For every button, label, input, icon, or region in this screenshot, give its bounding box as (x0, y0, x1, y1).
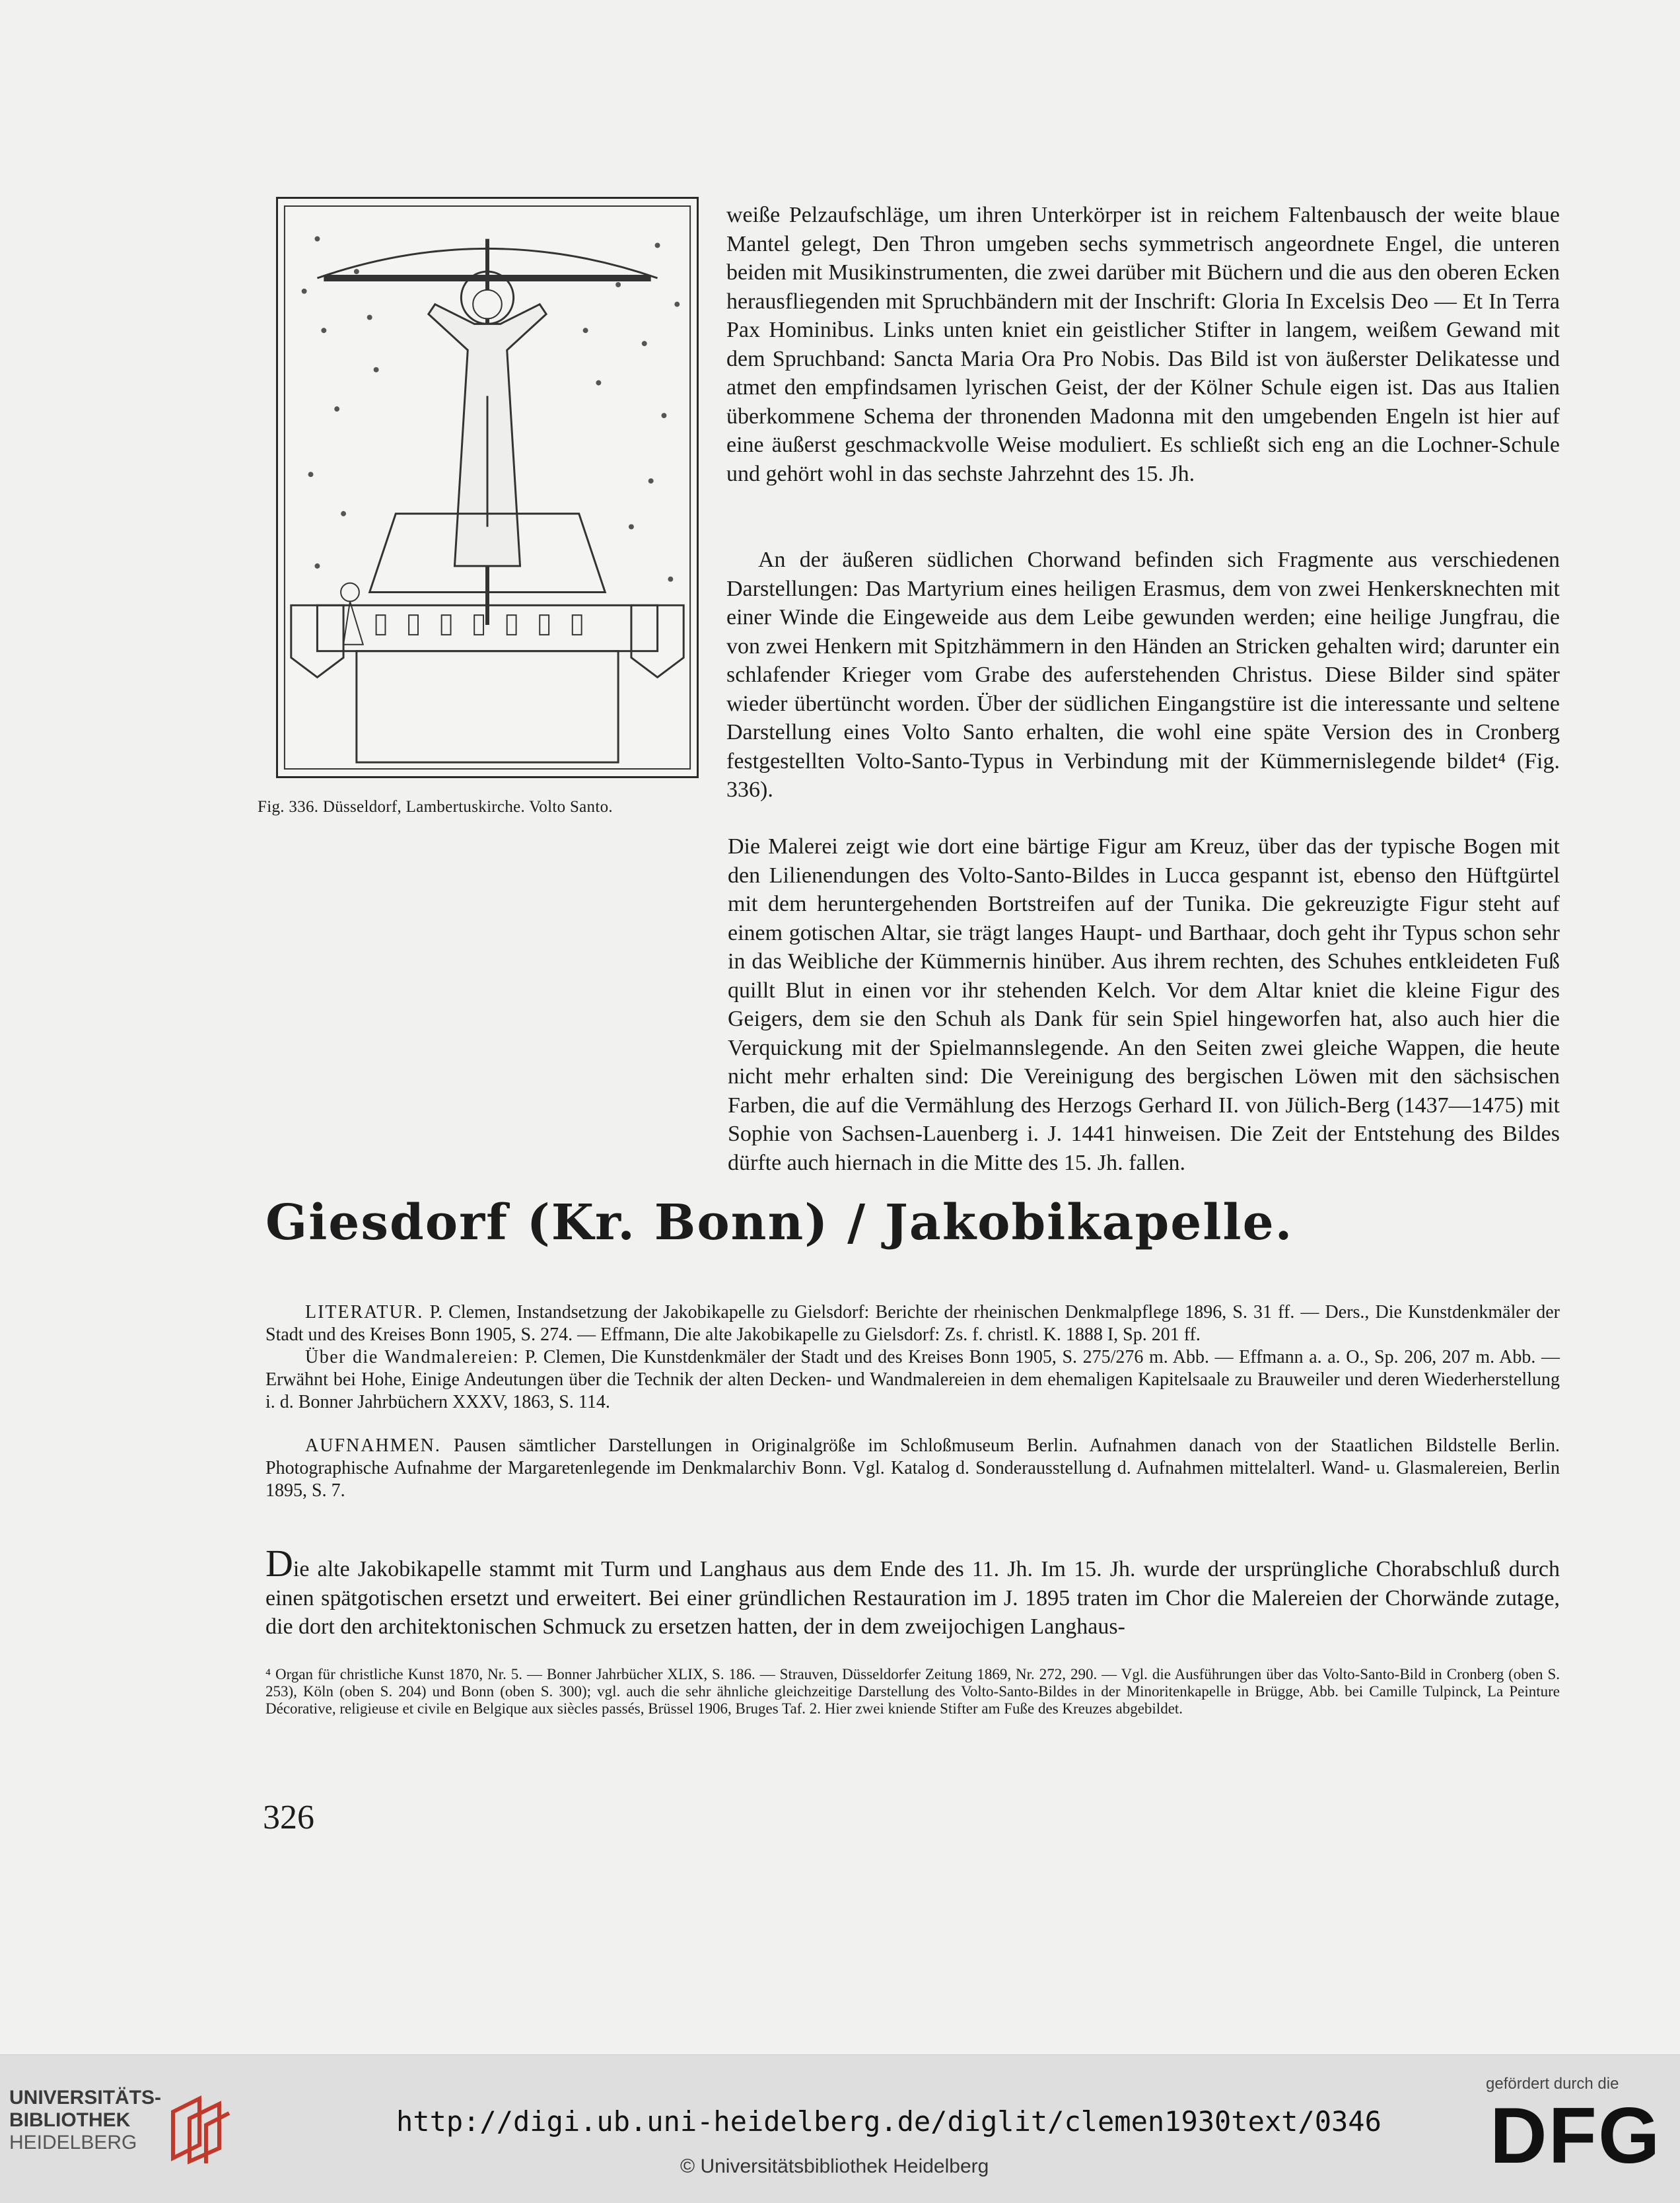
library-logo-text[interactable] (9, 2087, 161, 2154)
column-paragraph-1: weiße Pelzaufschläge, um ihren Unterkörper ist in reichem Faltenbausch der weite blaue Mantel gelegt, Den Thron umgeben sechs symmetrisch angeordnete Engel, die unteren beiden mit Musikinstrumenten, die zwei darüber mit Büchern und die aus den oberen Ecken herausfliegenden mit Spruchbändern mit der Inschrift: Gloria In Excelsis Deo — Et In Terra Pax Hominibus. Links unten kniet ein geistlicher Stifter in langem, weißem Gewand mit dem Spruchband: Sancta Maria Ora Pro Nobis. Das Bild ist von äußerster Delikatesse und atmet den empfindsamen lyrischen Geist, der der Kölner Schule eigen ist. Das aus Italien überkommene Schema der thronenden Madonna mit den umgebenden Engeln ist hier auf eine äußerst geschmackvolle Weise moduliert. Es schließt sich eng an die Lochner-Schule und gehört wohl in das sechste Jahrzehnt des 15. Jh. (726, 203, 1560, 486)
logo-line-2: BIBLIOTHEK (9, 2109, 131, 2131)
page-number: 326 (263, 1799, 314, 1836)
figure-volto-santo (276, 197, 699, 778)
wandmalereien-text: P. Clemen, Die Kunstdenkmäler der Stadt und des Kreises Bonn 1905, S. 275/276 m. Abb. — Effmann a. a. O., Sp. 206, 207 m. Abb. — Erwähnt bei Hohe, Einige Andeutungen über die Technik der alten Decken- und Wandmalereien in dem ehemaligen Kapitelsaale zu Brauweiler und deren Wiederherstellung i. d. Bonner Jahrbüchern XXXV, 1863, S. 114. (265, 1347, 1560, 1412)
figure-caption: Fig. 336. Düsseldorf, Lambertuskirche. Volto Santo. (258, 798, 613, 816)
footer-bar (0, 2054, 1680, 2203)
body-intro-text: ie alte Jakobikapelle stammt mit Turm und Langhaus aus dem Ende des 11. Jh. Im 15. Jh. wurde der ursprüngliche Chorabschluß durch einen spätgotischen ersetzt und erweitert. Bei einer gründlichen Restauration im J. 1895 traten im Chor die Malereien der Chorwände zutage, die dort den architektonischen Schmuck zu ersetzen hatten, der in dem zweijochigen Langhaus- (265, 1557, 1560, 1639)
library-logo-icon (166, 2092, 232, 2165)
volto-santo-drawing (278, 199, 697, 776)
logo-line-3: HEIDELBERG (9, 2132, 137, 2153)
section-title: Giesdorf (Kr. Bonn) / Jakobikapelle. (265, 1194, 1294, 1251)
literature-head: LITERATUR. (305, 1302, 424, 1322)
literature-text: P. Clemen, Instandsetzung der Jakobikapelle zu Gielsdorf: Berichte der rheinischen Denkmalpflege 1896, S. 31 ff. — Ders., Die Kunstdenkmäler der Stadt und des Kreises Bonn 1905, S. 274. — Effmann, Die alte Jakobikapelle zu Gielsdorf: Zs. f. christl. K. 1888 I, Sp. 201 ff. (265, 1302, 1560, 1345)
funding-note: gefördert durch die (1486, 2075, 1619, 2093)
literature-paragraph (265, 1301, 1560, 1346)
wandmalereien-paragraph (265, 1346, 1560, 1414)
permalink-url[interactable]: http://digi.ub.uni-heidelberg.de/diglit/clemen1930text/0346 (396, 2105, 1382, 2138)
aufnahmen-head: AUFNAHMEN. (305, 1435, 441, 1456)
full-width-paragraph: Die Malerei zeigt wie dort eine bärtige Figur am Kreuz, über das der typische Bogen mit den Lilienendungen des Volto-Santo-Bildes in Lucca gespannt ist, ebenso den Hüftgürtel mit dem heruntergehenden Bortstreifen auf der Tunika. Die gekreuzigte Figur steht auf einem gotischen Altar, sie trägt langes Haupt- und Barthaar, doch geht ihr Typus schon sehr in das Weibliche der Kümmernis hinüber. Aus ihrem rechten, des Schuhes entkleideten Fuß quillt Blut in einen vor ihr stehenden Kelch. Vor dem Altar kniet die kleine Figur des Geigers, dem sie den Schuh als Dank für sein Spiel hingeworfen hat, also auch hier die Verquickung mit der Spielmannslegende. An den Seiten zwei gleiche Wappen, die heute nicht mehr erhalten sind: Die Vereinigung des bergischen Löwen mit den sächsischen Farben, die auf die Vermählung des Herzogs Gerhard II. von Jülich-Berg (1437—1475) mit Sophie von Sachsen-Lauenberg i. J. 1441 hinweisen. Die Zeit der Entstehung des Bildes dürfte auch hiernach in die Mitte des 15. Jh. fallen. (728, 834, 1560, 1175)
wandmalereien-head: Über die Wandmalereien: (305, 1347, 520, 1367)
aufnahmen-paragraph (265, 1435, 1560, 1502)
footnote: ⁴ Organ für christliche Kunst 1870, Nr. 5. — Bonner Jahrbücher XLIX, S. 186. — Strauven, Düsseldorfer Zeitung 1869, Nr. 272, 290. — Vgl. die Ausführungen über das Volto-Santo-Bild in Cronberg (oben S. 253), Köln (oben S. 204) und Bonn (oben S. 300); vgl. auch die sehr ähnliche gleichzeitige Darstellung des Volto-Santo-Bildes in der Minoritenkapelle in Brügge, Abb. bei Camille Tulpinck, La Peinture Décorative, religieuse et civile en Belgique aux siècles passés, Brüssel 1906, Bruges Taf. 2. Hier zwei kniende Stifter am Fuße des Kreuzes abgebildet. (265, 1666, 1560, 1717)
copyright-notice: © Universitätsbibliothek Heidelberg (680, 2155, 989, 2177)
logo-line-1: UNIVERSITÄTS- (9, 2087, 162, 2109)
column-paragraph-2: An der äußeren südlichen Chorwand befinden sich Fragmente aus verschiedenen Darstellungen: Das Martyrium eines heiligen Erasmus, dem von zwei Henkersknechten mit einer Winde die Eingeweide aus dem Leibe gewunden werden; eine heilige Jungfrau, die von zwei Henkern mit Spitzhämmern in den Händen an Stricken gehalten wird; darunter ein schlafender Krieger vom Grabe des auferstehenden Christus. Diese Bilder sind später wieder übertüncht worden. Über der südlichen Eingangstüre ist die interessante und seltene Darstellung eines Volto Santo erhalten, die wohl eine späte Version des in Cronberg festgestellten Volto-Santo-Typus in Verbindung mit der Kümmernislegende bildet⁴ (Fig. 336). (726, 548, 1560, 802)
dfg-logo[interactable]: DFG (1490, 2091, 1662, 2180)
body-intro-paragraph (265, 1542, 1560, 1642)
aufnahmen-text: Pausen sämtlicher Darstellungen in Originalgröße im Schloßmuseum Berlin. Aufnahmen danach von der Staatlichen Bildstelle Berlin. Photographische Aufnahme der Margaretenlegende im Denkmalarchiv Bonn. Vgl. Katalog d. Sonderausstellung d. Aufnahmen mittelalterl. Wand- u. Glasmalereien, Berlin 1895, S. 7. (265, 1435, 1560, 1501)
dropcap: D (265, 1542, 293, 1585)
